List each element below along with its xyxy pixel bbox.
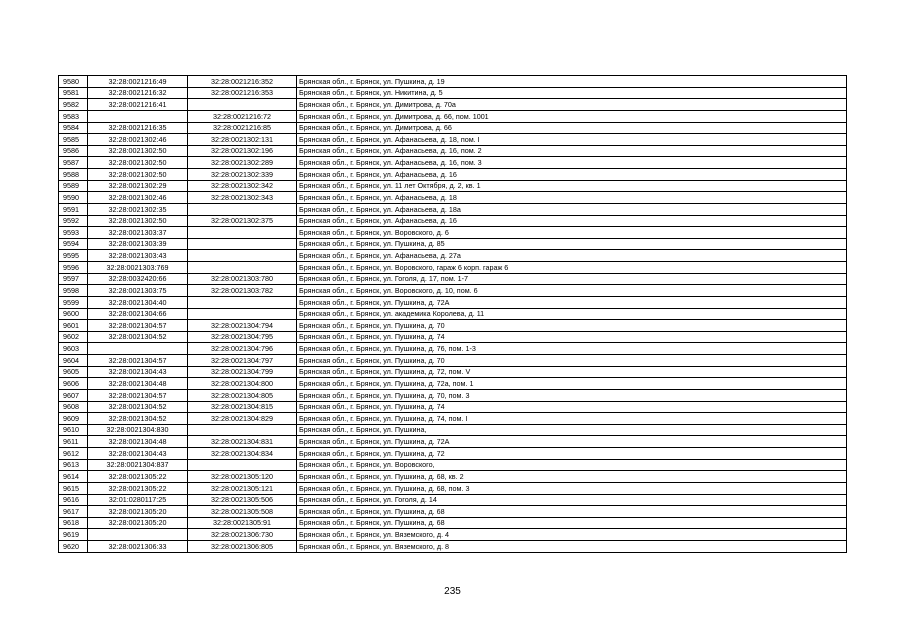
land-cadastral-number-cell: 32:28:0021304:52 (88, 401, 188, 413)
address-cell: Брянская обл., г. Брянск, ул. Пушкина, д. 19 (297, 76, 847, 88)
address-cell: Брянская обл., г. Брянск, ул. Димитрова, д. 66 (297, 122, 847, 134)
object-cadastral-number-cell: 32:28:0021302:339 (188, 169, 297, 181)
object-cadastral-number-cell (188, 296, 297, 308)
table-row (59, 308, 847, 320)
table-row (59, 494, 847, 506)
object-cadastral-number-cell: 32:28:0021303:782 (188, 285, 297, 297)
object-cadastral-number-cell (188, 203, 297, 215)
address-cell: Брянская обл., г. Брянск, ул. Пушкина, д. 68, кв. 2 (297, 471, 847, 483)
land-cadastral-number-cell: 32:28:0021304:837 (88, 459, 188, 471)
land-cadastral-number-cell: 32:28:0021304:40 (88, 296, 188, 308)
object-cadastral-number-cell: 32:28:0021305:121 (188, 482, 297, 494)
row-number-cell: 9586 (59, 145, 88, 157)
address-cell: Брянская обл., г. Брянск, ул. Пушкина, д. 85 (297, 238, 847, 250)
land-cadastral-number-cell: 32:28:0021304:43 (88, 448, 188, 460)
row-number-cell: 9580 (59, 76, 88, 88)
land-cadastral-number-cell: 32:28:0021303:75 (88, 285, 188, 297)
land-cadastral-number-cell: 32:28:0021305:20 (88, 506, 188, 518)
table-row (59, 215, 847, 227)
object-cadastral-number-cell: 32:28:0021304:805 (188, 389, 297, 401)
object-cadastral-number-cell: 32:28:0021302:343 (188, 192, 297, 204)
address-cell: Брянская обл., г. Брянск, ул. Афанасьева, д. 16, пом. 2 (297, 145, 847, 157)
row-number-cell: 9614 (59, 471, 88, 483)
row-number-cell: 9590 (59, 192, 88, 204)
registry-table-body (59, 76, 847, 553)
row-number-cell: 9604 (59, 355, 88, 367)
object-cadastral-number-cell (188, 238, 297, 250)
table-row (59, 366, 847, 378)
address-cell: Брянская обл., г. Брянск, ул. Пушкина, д. 74 (297, 401, 847, 413)
address-cell: Брянская обл., г. Брянск, ул. Пушкина, д. 72А (297, 436, 847, 448)
row-number-cell: 9584 (59, 122, 88, 134)
object-cadastral-number-cell: 32:28:0021304:834 (188, 448, 297, 460)
row-number-cell: 9619 (59, 529, 88, 541)
table-row (59, 192, 847, 204)
object-cadastral-number-cell: 32:28:0021216:72 (188, 110, 297, 122)
land-cadastral-number-cell: 32:28:0021303:39 (88, 238, 188, 250)
object-cadastral-number-cell: 32:28:0021216:352 (188, 76, 297, 88)
row-number-cell: 9589 (59, 180, 88, 192)
table-row (59, 482, 847, 494)
table-row (59, 343, 847, 355)
land-cadastral-number-cell: 32:28:0021302:50 (88, 169, 188, 181)
address-cell: Брянская обл., г. Брянск, ул. Вяземского, д. 8 (297, 541, 847, 553)
row-number-cell: 9593 (59, 227, 88, 239)
row-number-cell: 9611 (59, 436, 88, 448)
land-cadastral-number-cell: 32:28:0021216:41 (88, 99, 188, 111)
address-cell: Брянская обл., г. Брянск, ул. Пушкина, д. 74, пом. I (297, 413, 847, 425)
address-cell: Брянская обл., г. Брянск, ул. Воровского, д. 6 (297, 227, 847, 239)
object-cadastral-number-cell (188, 227, 297, 239)
object-cadastral-number-cell: 32:28:0021304:797 (188, 355, 297, 367)
address-cell: Брянская обл., г. Брянск, ул. Афанасьева, д. 16 (297, 169, 847, 181)
address-cell: Брянская обл., г. Брянск, ул. Пушкина, д. 74 (297, 331, 847, 343)
address-cell: Брянская обл., г. Брянск, ул. академика Королева, д. 11 (297, 308, 847, 320)
address-cell: Брянская обл., г. Брянск, ул. Афанасьева, д. 27а (297, 250, 847, 262)
row-number-cell: 9607 (59, 389, 88, 401)
table-row (59, 250, 847, 262)
table-row (59, 459, 847, 471)
object-cadastral-number-cell: 32:28:0021216:85 (188, 122, 297, 134)
row-number-cell: 9609 (59, 413, 88, 425)
land-cadastral-number-cell: 32:28:0021302:46 (88, 192, 188, 204)
address-cell: Брянская обл., г. Брянск, ул. Воровского, д. 10, пом. 6 (297, 285, 847, 297)
row-number-cell: 9602 (59, 331, 88, 343)
row-number-cell: 9581 (59, 87, 88, 99)
land-cadastral-number-cell: 32:28:0021302:46 (88, 134, 188, 146)
row-number-cell: 9605 (59, 366, 88, 378)
table-row (59, 122, 847, 134)
land-cadastral-number-cell: 32:28:0021302:50 (88, 145, 188, 157)
address-cell: Брянская обл., г. Брянск, ул. Гоголя, д. 14 (297, 494, 847, 506)
address-cell: Брянская обл., г. Брянск, ул. Пушкина, д. 72А (297, 296, 847, 308)
row-number-cell: 9595 (59, 250, 88, 262)
object-cadastral-number-cell (188, 262, 297, 274)
table-row (59, 227, 847, 239)
table-row (59, 180, 847, 192)
address-cell: Брянская обл., г. Брянск, ул. Афанасьева, д. 18а (297, 203, 847, 215)
row-number-cell: 9591 (59, 203, 88, 215)
object-cadastral-number-cell: 32:28:0021306:805 (188, 541, 297, 553)
land-cadastral-number-cell: 32:28:0021305:20 (88, 517, 188, 529)
row-number-cell: 9618 (59, 517, 88, 529)
address-cell: Брянская обл., г. Брянск, ул. 11 лет Октября, д. 2, кв. 1 (297, 180, 847, 192)
object-cadastral-number-cell (188, 459, 297, 471)
land-cadastral-number-cell: 32:28:0021302:35 (88, 203, 188, 215)
land-cadastral-number-cell: 32:28:0021305:22 (88, 482, 188, 494)
land-cadastral-number-cell: 32:28:0021303:769 (88, 262, 188, 274)
table-row (59, 145, 847, 157)
row-number-cell: 9610 (59, 424, 88, 436)
address-cell: Брянская обл., г. Брянск, ул. Димитрова, д. 66, пом. 1001 (297, 110, 847, 122)
object-cadastral-number-cell: 32:28:0021305:91 (188, 517, 297, 529)
row-number-cell: 9620 (59, 541, 88, 553)
object-cadastral-number-cell: 32:28:0021302:375 (188, 215, 297, 227)
address-cell: Брянская обл., г. Брянск, ул. Афанасьева, д. 18 (297, 192, 847, 204)
land-cadastral-number-cell: 32:28:0021306:33 (88, 541, 188, 553)
table-row (59, 99, 847, 111)
land-cadastral-number-cell: 32:28:0021304:48 (88, 378, 188, 390)
address-cell: Брянская обл., г. Брянск, ул. Пушкина, д. 70, пом. 3 (297, 389, 847, 401)
row-number-cell: 9599 (59, 296, 88, 308)
table-row (59, 296, 847, 308)
page-number: 235 (444, 586, 461, 597)
land-cadastral-number-cell: 32:01:0280117:25 (88, 494, 188, 506)
table-row (59, 529, 847, 541)
address-cell: Брянская обл., г. Брянск, ул. Пушкина, д. 76, пом. 1-3 (297, 343, 847, 355)
object-cadastral-number-cell: 32:28:0021304:831 (188, 436, 297, 448)
row-number-cell: 9596 (59, 262, 88, 274)
address-cell: Брянская обл., г. Брянск, ул. Никитина, д. 5 (297, 87, 847, 99)
address-cell: Брянская обл., г. Брянск, ул. Воровского, гараж 6 корп. гараж 6 (297, 262, 847, 274)
object-cadastral-number-cell (188, 308, 297, 320)
land-cadastral-number-cell: 32:28:0021304:830 (88, 424, 188, 436)
land-cadastral-number-cell: 32:28:0021304:52 (88, 413, 188, 425)
address-cell: Брянская обл., г. Брянск, ул. Пушкина, д. 72а, пом. 1 (297, 378, 847, 390)
object-cadastral-number-cell (188, 99, 297, 111)
row-number-cell: 9612 (59, 448, 88, 460)
land-cadastral-number-cell: 32:28:0021304:57 (88, 389, 188, 401)
row-number-cell: 9594 (59, 238, 88, 250)
row-number-cell: 9616 (59, 494, 88, 506)
address-cell: Брянская обл., г. Брянск, ул. Афанасьева, д. 18, пом. I (297, 134, 847, 146)
row-number-cell: 9592 (59, 215, 88, 227)
address-cell: Брянская обл., г. Брянск, ул. Пушкина, д. 68 (297, 506, 847, 518)
table-row (59, 355, 847, 367)
row-number-cell: 9583 (59, 110, 88, 122)
object-cadastral-number-cell: 32:28:0021216:353 (188, 87, 297, 99)
address-cell: Брянская обл., г. Брянск, ул. Димитрова, д. 70а (297, 99, 847, 111)
table-row (59, 285, 847, 297)
table-row (59, 320, 847, 332)
address-cell: Брянская обл., г. Брянск, ул. Пушкина, д. 70 (297, 320, 847, 332)
object-cadastral-number-cell: 32:28:0021304:794 (188, 320, 297, 332)
land-cadastral-number-cell: 32:28:0021302:29 (88, 180, 188, 192)
land-cadastral-number-cell: 32:28:0032420:66 (88, 273, 188, 285)
object-cadastral-number-cell: 32:28:0021305:508 (188, 506, 297, 518)
land-cadastral-number-cell: 32:28:0021216:32 (88, 87, 188, 99)
land-cadastral-number-cell: 32:28:0021216:49 (88, 76, 188, 88)
table-row (59, 448, 847, 460)
table-row (59, 331, 847, 343)
row-number-cell: 9582 (59, 99, 88, 111)
object-cadastral-number-cell: 32:28:0021304:799 (188, 366, 297, 378)
address-cell: Брянская обл., г. Брянск, ул. Афанасьева, д. 16 (297, 215, 847, 227)
object-cadastral-number-cell: 32:28:0021304:796 (188, 343, 297, 355)
object-cadastral-number-cell: 32:28:0021304:795 (188, 331, 297, 343)
table-row (59, 471, 847, 483)
object-cadastral-number-cell: 32:28:0021305:120 (188, 471, 297, 483)
table-row (59, 76, 847, 88)
row-number-cell: 9587 (59, 157, 88, 169)
object-cadastral-number-cell (188, 424, 297, 436)
land-cadastral-number-cell: 32:28:0021304:48 (88, 436, 188, 448)
table-row (59, 238, 847, 250)
land-cadastral-number-cell (88, 343, 188, 355)
object-cadastral-number-cell: 32:28:0021302:289 (188, 157, 297, 169)
address-cell: Брянская обл., г. Брянск, ул. Пушкина, д. 72 (297, 448, 847, 460)
object-cadastral-number-cell: 32:28:0021302:131 (188, 134, 297, 146)
table-row (59, 541, 847, 553)
table-row (59, 436, 847, 448)
table-row (59, 424, 847, 436)
object-cadastral-number-cell: 32:28:0021305:506 (188, 494, 297, 506)
object-cadastral-number-cell: 32:28:0021304:815 (188, 401, 297, 413)
object-cadastral-number-cell: 32:28:0021302:196 (188, 145, 297, 157)
table-row (59, 517, 847, 529)
land-cadastral-number-cell: 32:28:0021216:35 (88, 122, 188, 134)
row-number-cell: 9598 (59, 285, 88, 297)
land-cadastral-number-cell: 32:28:0021304:57 (88, 320, 188, 332)
land-cadastral-number-cell: 32:28:0021302:50 (88, 157, 188, 169)
table-row (59, 169, 847, 181)
land-cadastral-number-cell: 32:28:0021304:57 (88, 355, 188, 367)
object-cadastral-number-cell: 32:28:0021303:780 (188, 273, 297, 285)
table-row (59, 110, 847, 122)
object-cadastral-number-cell: 32:28:0021304:829 (188, 413, 297, 425)
address-cell: Брянская обл., г. Брянск, ул. Гоголя, д. 17, пом. 1-7 (297, 273, 847, 285)
object-cadastral-number-cell: 32:28:0021304:800 (188, 378, 297, 390)
table-row (59, 262, 847, 274)
land-cadastral-number-cell: 32:28:0021304:52 (88, 331, 188, 343)
address-cell: Брянская обл., г. Брянск, ул. Пушкина, д. 68 (297, 517, 847, 529)
address-cell: Брянская обл., г. Брянск, ул. Пушкина, д. 72, пом. V (297, 366, 847, 378)
table-row (59, 134, 847, 146)
address-cell: Брянская обл., г. Брянск, ул. Афанасьева, д. 16, пом. 3 (297, 157, 847, 169)
row-number-cell: 9615 (59, 482, 88, 494)
land-cadastral-number-cell: 32:28:0021305:22 (88, 471, 188, 483)
table-row (59, 273, 847, 285)
land-cadastral-number-cell (88, 110, 188, 122)
row-number-cell: 9603 (59, 343, 88, 355)
address-cell: Брянская обл., г. Брянск, ул. Вяземского, д. 4 (297, 529, 847, 541)
row-number-cell: 9617 (59, 506, 88, 518)
address-cell: Брянская обл., г. Брянск, ул. Пушкина, д. 68, пом. 3 (297, 482, 847, 494)
land-cadastral-number-cell: 32:28:0021304:66 (88, 308, 188, 320)
table-row (59, 203, 847, 215)
row-number-cell: 9606 (59, 378, 88, 390)
address-cell: Брянская обл., г. Брянск, ул. Воровского, (297, 459, 847, 471)
table-row (59, 506, 847, 518)
address-cell: Брянская обл., г. Брянск, ул. Пушкина, (297, 424, 847, 436)
table-row (59, 401, 847, 413)
address-cell: Брянская обл., г. Брянск, ул. Пушкина, д. 70 (297, 355, 847, 367)
table-row (59, 157, 847, 169)
land-cadastral-number-cell: 32:28:0021303:43 (88, 250, 188, 262)
row-number-cell: 9588 (59, 169, 88, 181)
object-cadastral-number-cell: 32:28:0021302:342 (188, 180, 297, 192)
object-cadastral-number-cell (188, 250, 297, 262)
land-cadastral-number-cell: 32:28:0021302:50 (88, 215, 188, 227)
land-cadastral-number-cell: 32:28:0021304:43 (88, 366, 188, 378)
row-number-cell: 9600 (59, 308, 88, 320)
table-row (59, 389, 847, 401)
table-row (59, 378, 847, 390)
row-number-cell: 9601 (59, 320, 88, 332)
registry-table (58, 75, 847, 553)
land-cadastral-number-cell (88, 529, 188, 541)
object-cadastral-number-cell: 32:28:0021306:730 (188, 529, 297, 541)
table-row (59, 413, 847, 425)
table-row (59, 87, 847, 99)
row-number-cell: 9613 (59, 459, 88, 471)
row-number-cell: 9585 (59, 134, 88, 146)
row-number-cell: 9597 (59, 273, 88, 285)
row-number-cell: 9608 (59, 401, 88, 413)
land-cadastral-number-cell: 32:28:0021303:37 (88, 227, 188, 239)
